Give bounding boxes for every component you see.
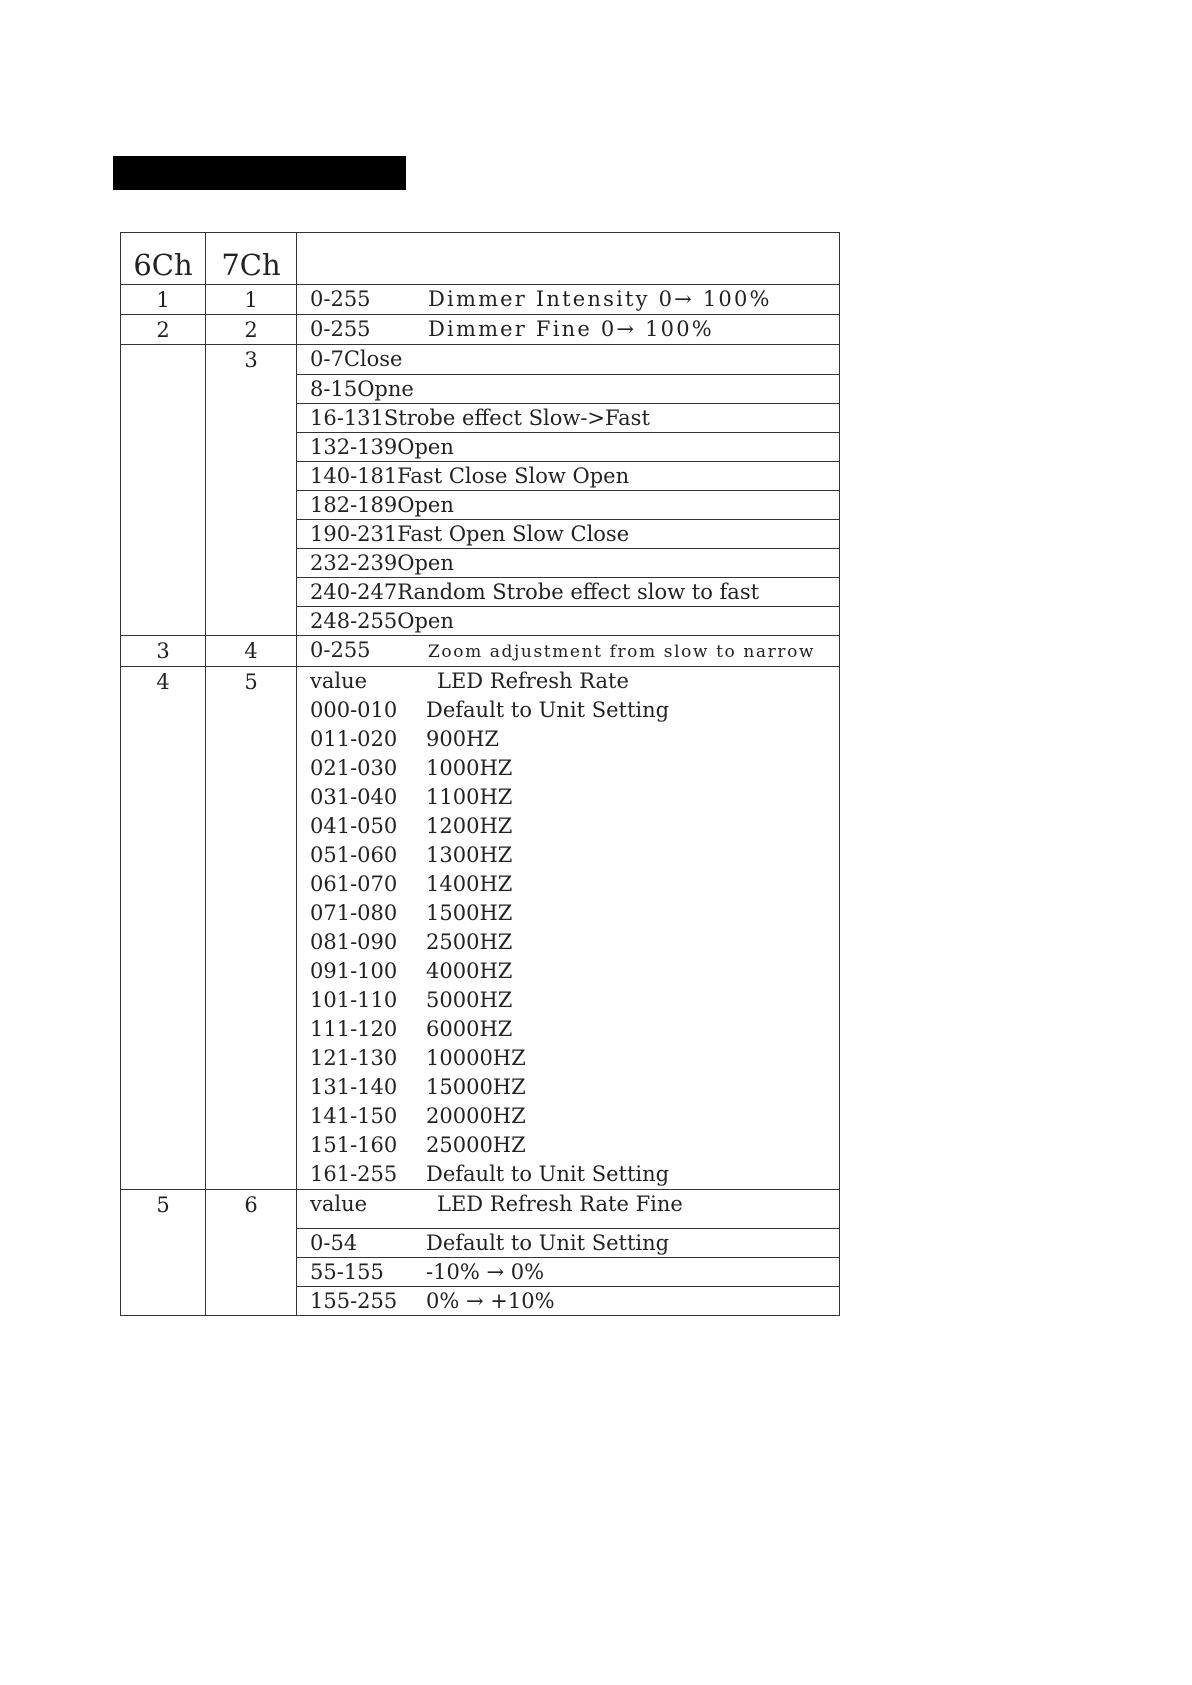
- refresh-fine-values: [297, 1190, 840, 1316]
- refresh-fine-heading: [297, 1190, 839, 1228]
- refresh-desc: Default to Unit Setting: [426, 1162, 670, 1186]
- header-7ch: 7Ch: [206, 233, 297, 285]
- refresh-range: 101-110: [310, 988, 398, 1012]
- refresh-fine-heading-desc: LED Refresh Rate Fine: [437, 1192, 683, 1216]
- dimmer-fine-ch6: 2: [121, 315, 206, 345]
- refresh-row: [297, 1044, 839, 1073]
- shutter-row: [297, 461, 839, 490]
- table-row-zoom: [121, 636, 840, 667]
- dimmer-range: 0-255: [310, 287, 371, 311]
- refresh-fine-ch7: 6: [206, 1190, 297, 1316]
- refresh-range: 091-100: [310, 959, 398, 983]
- refresh-fine-heading-range: value: [310, 1192, 368, 1216]
- refresh-range: 041-050: [310, 814, 398, 838]
- shutter-range: 8-15: [310, 377, 358, 401]
- refresh-range: 011-020: [310, 727, 398, 751]
- shutter-values: [297, 345, 840, 636]
- refresh-range: 051-060: [310, 843, 398, 867]
- table-header-row: [121, 233, 840, 285]
- dimmer-fine-desc: Dimmer Fine 0→ 100%: [428, 317, 714, 341]
- refresh-row: [297, 899, 839, 928]
- dimmer-desc: Dimmer Intensity 0→ 100%: [428, 287, 772, 311]
- refresh-range: 141-150: [310, 1104, 398, 1128]
- refresh-heading-desc: LED Refresh Rate: [437, 669, 629, 693]
- refresh-desc: 6000HZ: [426, 1017, 513, 1041]
- shutter-range: 232-239: [310, 551, 398, 575]
- shutter-row: [297, 403, 839, 432]
- refresh-desc: 1000HZ: [426, 756, 513, 780]
- table-row-shutter: [121, 345, 840, 636]
- refresh-desc: 25000HZ: [426, 1133, 526, 1157]
- refresh-heading-range: value: [310, 669, 368, 693]
- dimmer-value: [297, 285, 840, 315]
- refresh-heading: [297, 667, 839, 696]
- refresh-range: 161-255: [310, 1162, 398, 1186]
- header-6ch: 6Ch: [121, 233, 206, 285]
- dimmer-ch6: 1: [121, 285, 206, 315]
- refresh-desc: 1300HZ: [426, 843, 513, 867]
- shutter-desc: Fast Open Slow Close: [397, 522, 630, 546]
- shutter-desc: Strobe effect Slow->Fast: [383, 406, 650, 430]
- shutter-row: [297, 606, 839, 635]
- refresh-row: [297, 725, 839, 754]
- shutter-range: 0-7: [310, 347, 344, 371]
- shutter-list: [297, 345, 839, 635]
- shutter-range: 248-255: [310, 609, 398, 633]
- shutter-row: [297, 519, 839, 548]
- dimmer-fine-ch7: 2: [206, 315, 297, 345]
- dmx-channel-table: [120, 232, 840, 1316]
- shutter-desc: Open: [397, 609, 454, 633]
- dimmer-ch7: 1: [206, 285, 297, 315]
- refresh-range: 000-010: [310, 698, 398, 722]
- shutter-range: 132-139: [310, 435, 398, 459]
- refresh-range: 111-120: [310, 1017, 398, 1041]
- refresh-row: [297, 986, 839, 1015]
- shutter-desc: Open: [397, 435, 454, 459]
- table-row-dimmer-fine: [121, 315, 840, 345]
- refresh-fine-desc: -10% → 0%: [426, 1260, 545, 1284]
- dimmer-fine-value: [297, 315, 840, 345]
- zoom-ch6: 3: [121, 636, 206, 667]
- shutter-range: 190-231: [310, 522, 398, 546]
- zoom-value: [297, 636, 840, 667]
- shutter-row: [297, 432, 839, 461]
- shutter-desc: Open: [397, 551, 454, 575]
- refresh-desc: 2500HZ: [426, 930, 513, 954]
- table-row-dimmer: [121, 285, 840, 315]
- zoom-range: 0-255: [310, 638, 371, 662]
- refresh-row: [297, 783, 839, 812]
- shutter-desc: Opne: [357, 377, 414, 401]
- refresh-desc: 5000HZ: [426, 988, 513, 1012]
- shutter-range: 182-189: [310, 493, 398, 517]
- refresh-fine-desc: 0% → +10%: [426, 1289, 555, 1313]
- table-row-refresh: [121, 667, 840, 1190]
- zoom-desc: Zoom adjustment from slow to narrow: [428, 642, 816, 662]
- refresh-row: [297, 1102, 839, 1131]
- refresh-fine-ch6: 5: [121, 1190, 206, 1316]
- shutter-row: [297, 374, 839, 403]
- shutter-desc: Random Strobe effect slow to fast: [397, 580, 760, 604]
- refresh-range: 031-040: [310, 785, 398, 809]
- refresh-row: [297, 957, 839, 986]
- refresh-desc: 1400HZ: [426, 872, 513, 896]
- refresh-range: 081-090: [310, 930, 398, 954]
- refresh-desc: 15000HZ: [426, 1075, 526, 1099]
- refresh-list: [297, 667, 839, 1189]
- shutter-range: 16-131: [310, 406, 384, 430]
- shutter-range: 240-247: [310, 580, 398, 604]
- shutter-row: [297, 490, 839, 519]
- dimmer-fine-range: 0-255: [310, 317, 371, 341]
- refresh-desc: 1100HZ: [426, 785, 513, 809]
- shutter-desc: Fast Close Slow Open: [397, 464, 630, 488]
- refresh-row: [297, 1073, 839, 1102]
- refresh-row: [297, 1015, 839, 1044]
- zoom-ch7: 4: [206, 636, 297, 667]
- refresh-range: 021-030: [310, 756, 398, 780]
- refresh-fine-row: [297, 1257, 839, 1286]
- refresh-row: [297, 1160, 839, 1189]
- refresh-range: 121-130: [310, 1046, 398, 1070]
- shutter-ch7: 3: [206, 345, 297, 636]
- redacted-title-bar: [113, 156, 406, 190]
- refresh-row: [297, 841, 839, 870]
- refresh-row: [297, 870, 839, 899]
- refresh-desc: Default to Unit Setting: [426, 698, 670, 722]
- shutter-range: 140-181: [310, 464, 398, 488]
- refresh-fine-row: [297, 1228, 839, 1257]
- refresh-row: [297, 696, 839, 725]
- shutter-desc: Open: [397, 493, 454, 517]
- shutter-row: [297, 345, 839, 374]
- refresh-desc: 10000HZ: [426, 1046, 526, 1070]
- refresh-fine-range: 0-54: [310, 1231, 358, 1255]
- refresh-fine-list: [297, 1190, 839, 1315]
- table-row-refresh-fine: [121, 1190, 840, 1316]
- refresh-fine-desc: Default to Unit Setting: [426, 1231, 670, 1255]
- refresh-desc: 1200HZ: [426, 814, 513, 838]
- refresh-ch7: 5: [206, 667, 297, 1190]
- refresh-range: 061-070: [310, 872, 398, 896]
- refresh-desc: 20000HZ: [426, 1104, 526, 1128]
- refresh-fine-range: 55-155: [310, 1260, 384, 1284]
- refresh-row: [297, 812, 839, 841]
- shutter-ch6: [121, 345, 206, 636]
- header-value: [297, 233, 840, 285]
- refresh-row: [297, 928, 839, 957]
- refresh-desc: 1500HZ: [426, 901, 513, 925]
- refresh-range: 071-080: [310, 901, 398, 925]
- refresh-fine-range: 155-255: [310, 1289, 398, 1313]
- refresh-range: 151-160: [310, 1133, 398, 1157]
- shutter-desc: Close: [343, 347, 403, 371]
- refresh-desc: 900HZ: [426, 727, 499, 751]
- refresh-values: [297, 667, 840, 1190]
- shutter-row: [297, 548, 839, 577]
- refresh-desc: 4000HZ: [426, 959, 513, 983]
- shutter-row: [297, 577, 839, 606]
- refresh-ch6: 4: [121, 667, 206, 1190]
- refresh-range: 131-140: [310, 1075, 398, 1099]
- refresh-fine-row: [297, 1286, 839, 1315]
- refresh-row: [297, 1131, 839, 1160]
- refresh-row: [297, 754, 839, 783]
